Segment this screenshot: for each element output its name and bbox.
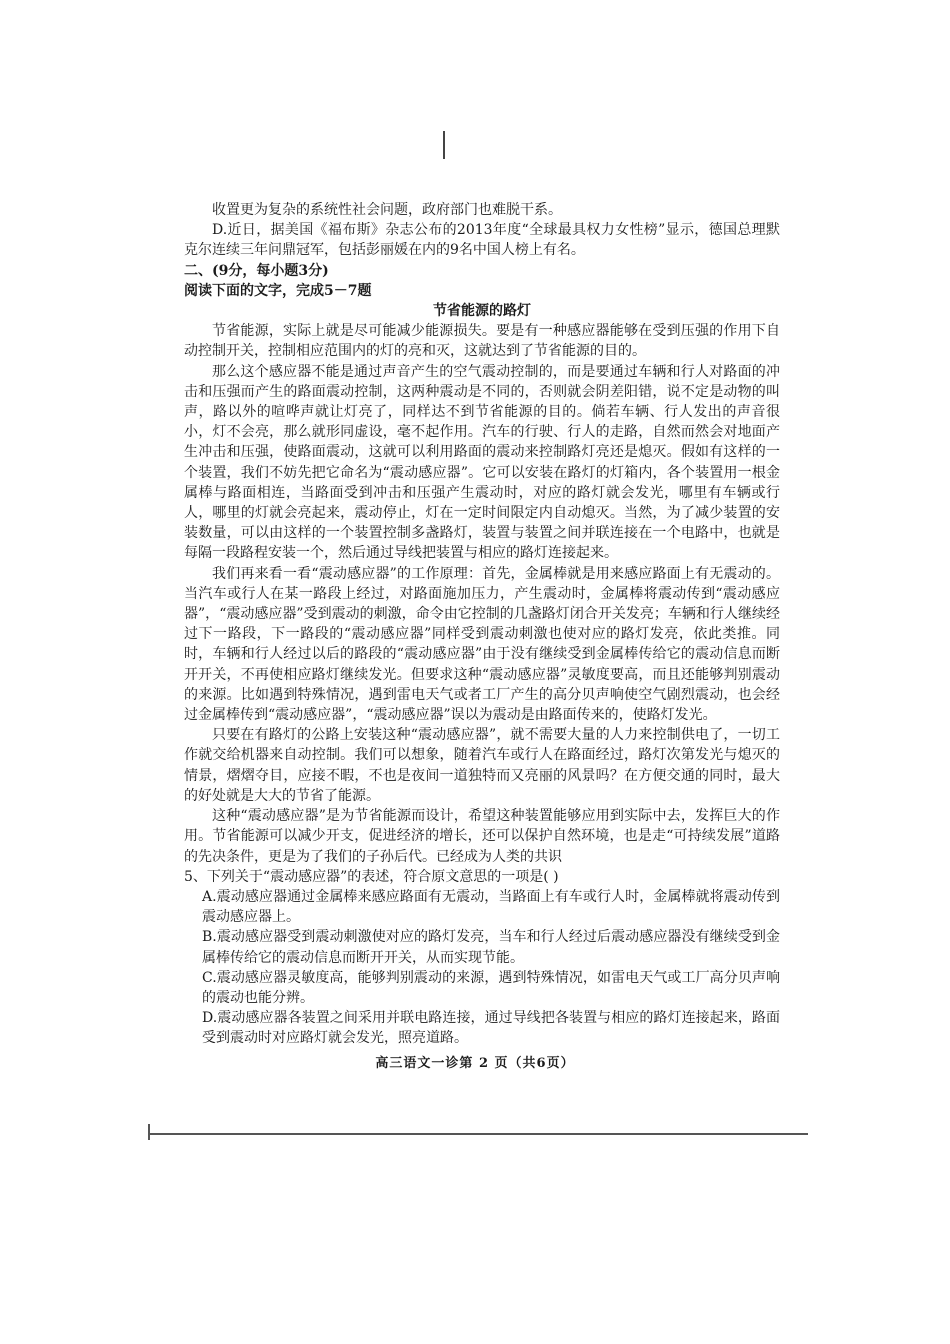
section-heading: 二、(9分，每小题3分) <box>184 262 329 279</box>
carryover-line: 收置更为复杂的系统性社会问题，政府部门也难脱干系。 <box>212 202 562 218</box>
passage-paragraph-2: 那么这个感应器不能是通过声音产生的空气震动控制的，而是要通过车辆和行人对路面的冲击和压强而产生的路面震动控制，这两种震动是不同的，否则就会阴差阳错，说不定是动物的叫声，路以外的喧哗声就让灯亮了，同样达不到节省能源的目的。倘若车辆、行人发出的声音很小，灯不会亮，那么就形同虚设，毫不起作用。汽车的行驶、行人的走路，自然而然会对地面产生冲击和压强，使路面震动，这就可以利用路面的震动来控制路灯亮还是熄灭。假如有这样的一个装置，我们不妨先把它命名为“震动感应器”。它可以安装在路灯的灯箱内，各个装置用一根金属棒与路面相连，当路面受到冲击和压强产生震动时，对应的路灯就会发光，哪里有车辆或行人，哪里的灯就会亮起来，震动停止，灯在一定时间限定内自动熄灭。当然，为了减少装置的安装数量，可以由这样的一个装置控制多盏路灯，装置与装置之间并联连接在一个电路中，也就是每隔一段路程安装一个，然后通过导线把装置与相应的路灯连接起来。 <box>184 363 780 562</box>
question-5-option-a: A.震动感应器通过金属棒来感应路面有无震动，当路面上有车或行人时，金属棒就将震动传到震动感应器上。 <box>202 888 780 926</box>
bottom-crop-mark <box>148 1124 150 1140</box>
question-5-option-b: B.震动感应器受到震动刺激使对应的路灯发亮，当车和行人经过后震动感应器没有继续受到金属棒传给它的震动信息而断开开关，从而实现节能。 <box>202 929 780 966</box>
question-5-option-d: D.震动感应器各装置之间采用并联电路连接，通过导线把各装置与相应的路灯连接起来，路面受到震动时对应路灯就会发光，照亮道路。 <box>202 1010 780 1047</box>
passage-paragraph-5: 这种“震动感应器”是为节省能源而设计，希望这种装置能够应用到实际中去，发挥巨大的作用。节省能源可以减少开支，促进经济的增长，还可以保护自然环境，也是走“可持续发展”道路的先决条件，更是为了我们的子孙后代。已经成为人类的共识 <box>184 808 780 865</box>
carryover-option-d: D.近日，据美国《福布斯》杂志公布的2013年度“全球最具权力女性榜”显示，德国总理默克尔连续三年问鼎冠军，包括彭丽媛在内的9名中国人榜上有名。 <box>184 222 780 259</box>
section-instruction: 阅读下面的文字，完成5－7题 <box>184 282 372 299</box>
passage-title: 节省能源的路灯 <box>433 303 531 320</box>
question-5-option-c: C.震动感应器灵敏度高，能够判别震动的来源，遇到特殊情况，如雷电天气或工厂高分贝声响的震动也能分辨。 <box>202 969 780 1006</box>
passage-paragraph-3: 我们再来看一看“震动感应器”的工作原理：首先，金属棒就是用来感应路面上有无震动的。当汽车或行人在某一路段上经过，对路面施加压力，产生震动时，金属棒将震动传到“震动感应器”，“震动感应器”受到震动的刺激，命令由它控制的几盏路灯闭合开关发亮；车辆和行人继续经过下一路段，下一路段的“震动感应器”同样受到震动刺激也使对应的路灯发亮，依此类推。同时，车辆和行人经过以后的路段的“震动感应器”由于没有继续受到金属棒传给它的震动信息而断开开关，不再使相应路灯继续发光。但要求这种“震动感应器”灵敏度要高，而且还能够判别震动的来源。比如遇到特殊情况，遇到雷电天气或者工厂产生的高分贝声响使空气剧烈震动，也会经过金属棒传到“震动感应器”，“震动感应器”误以为震动是由路面传来的，使路灯发光。 <box>184 565 780 724</box>
passage-paragraph-1: 节省能源，实际上就是尽可能减少能源损失。要是有一种感应器能够在受到压强的作用下自动控制开关，控制相应范围内的灯的亮和灭，这就达到了节省能源的目的。 <box>184 323 780 360</box>
page-footer: 高三语文一诊第 2 页（共6页） <box>375 1056 575 1071</box>
page-content <box>184 200 780 1049</box>
question-5-stem: 5、下列关于“震动感应器”的表述，符合原文意思的一项是( ) <box>184 868 559 885</box>
passage-paragraph-4: 只要在有路灯的公路上安装这种“震动感应器”，就不需要大量的人力来控制供电了，一切工作就交给机器来自动控制。我们可以想象，随着汽车或行人在路面经过，路灯次第发光与熄灭的情景，熠熠夺目，应接不暇，不也是夜间一道独特而又亮丽的风景吗？在方便交通的同时，最大的好处就是大大的节省了能源。 <box>184 727 780 804</box>
bottom-rule <box>148 1133 808 1135</box>
top-crop-mark <box>443 131 445 159</box>
